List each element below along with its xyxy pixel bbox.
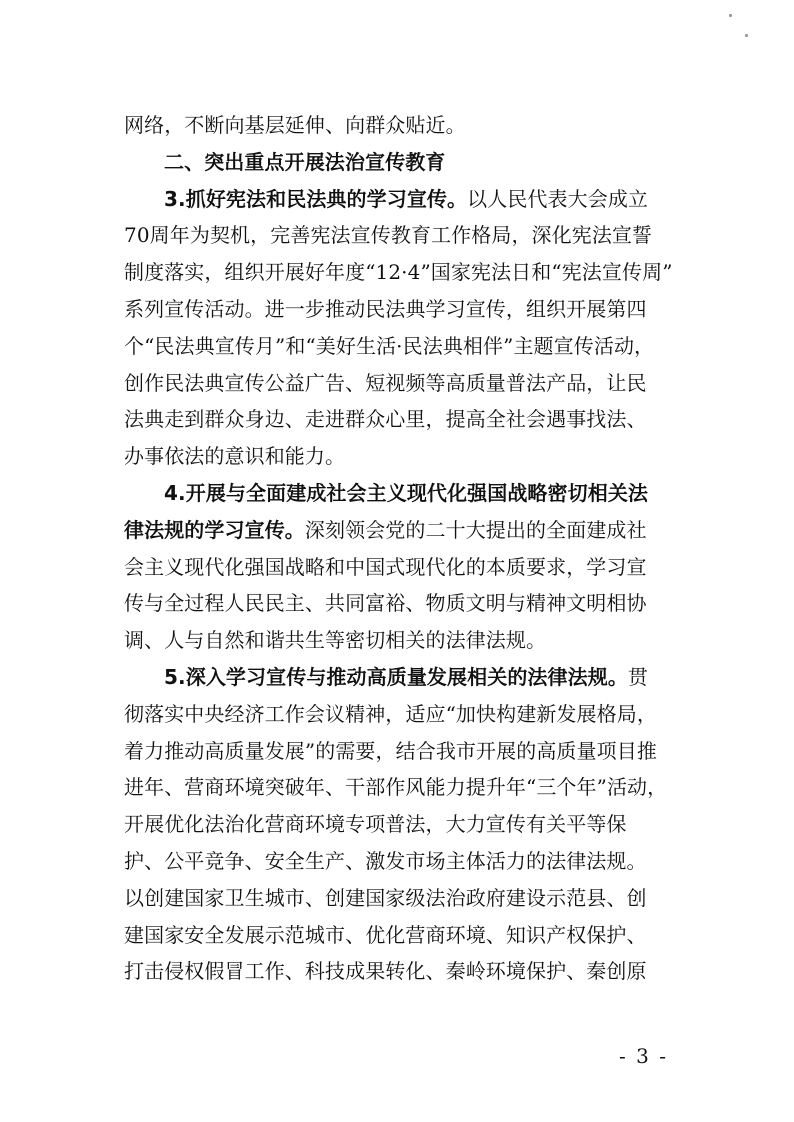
body-line: 制度落实，组织开展好年度“12·4”国家宪法日和“宪法宣传周” bbox=[124, 260, 673, 285]
paragraph-4-lead: 4.开展与全面建成社会主义现代化强国战略密切相关法 bbox=[164, 480, 649, 505]
body-line: 法典走到群众身边、走进群众心里，提高全社会遇事找法、 bbox=[124, 407, 647, 432]
section-heading: 二、突出重点开展法治宣传教育 bbox=[164, 149, 446, 174]
body-line: 创作民法典宣传公益广告、短视频等高质量普法产品，让民 bbox=[124, 370, 647, 395]
paragraph-5-text: 贯 bbox=[627, 664, 649, 689]
paragraph-4-line bbox=[124, 512, 672, 549]
body-line: 打击侵权假冒工作、科技成果转化、秦岭环境保护、秦创原 bbox=[124, 959, 647, 984]
paragraph-4-lead-end: 律法规的学习宣传。 bbox=[124, 517, 305, 542]
body-line: 调、人与自然和谐共生等密切相关的法律法规。 bbox=[124, 628, 547, 653]
paragraph-4-text: 深刻领会党的二十大提出的全面建成社 bbox=[304, 517, 647, 542]
body-line: 会主义现代化强国战略和中国式现代化的本质要求，学习宣 bbox=[124, 554, 647, 579]
scan-speck bbox=[729, 14, 732, 17]
paragraph-3-text: 以人民代表大会成立 bbox=[467, 186, 649, 211]
body-line: 70周年为契机，完善宪法宣传教育工作格局，深化宪法宣誓 bbox=[124, 223, 653, 248]
body-line: 建国家安全发展示范城市、优化营商环境、知识产权保护、 bbox=[124, 922, 647, 947]
body-line: 传与全过程人民民主、共同富裕、物质文明与精神文明相协 bbox=[124, 591, 647, 616]
body-line: 彻落实中央经济工作会议精神，适应“加快构建新发展格局， bbox=[124, 701, 657, 726]
body-line: 以创建国家卫生城市、创建国家级法治政府建设示范县、创 bbox=[124, 885, 647, 910]
body-line: 网络，不断向基层延伸、向群众贴近。 bbox=[124, 113, 466, 137]
paragraph-3-lead: 3.抓好宪法和民法典的学习宣传。 bbox=[164, 186, 468, 211]
page-number: - 3 - bbox=[619, 1044, 668, 1068]
document-body bbox=[124, 107, 672, 990]
body-line: 进年、营商环境突破年、干部作风能力提升年“三个年”活动， bbox=[124, 775, 668, 800]
scan-speck bbox=[745, 34, 748, 37]
body-line: 办事依法的意识和能力。 bbox=[124, 444, 346, 469]
paragraph-5-line bbox=[124, 659, 672, 696]
body-line: 着力推动高质量发展”的需要，结合我市开展的高质量项目推 bbox=[124, 738, 657, 763]
paragraph-5-lead: 5.深入学习宣传与推动高质量发展相关的法律法规。 bbox=[164, 664, 628, 689]
body-line: 个“民法典宣传月”和“美好生活·民法典相伴”主题宣传活动， bbox=[124, 333, 655, 358]
paragraph-3-line bbox=[124, 181, 672, 218]
body-line: 系列宣传活动。进一步推动民法典学习宣传，组织开展第四 bbox=[124, 296, 647, 321]
body-line: 开展优化法治化营商环境专项普法，大力宣传有关平等保 bbox=[124, 812, 627, 837]
body-line: 护、公平竞争、安全生产、激发市场主体活力的法律法规。 bbox=[124, 848, 647, 873]
